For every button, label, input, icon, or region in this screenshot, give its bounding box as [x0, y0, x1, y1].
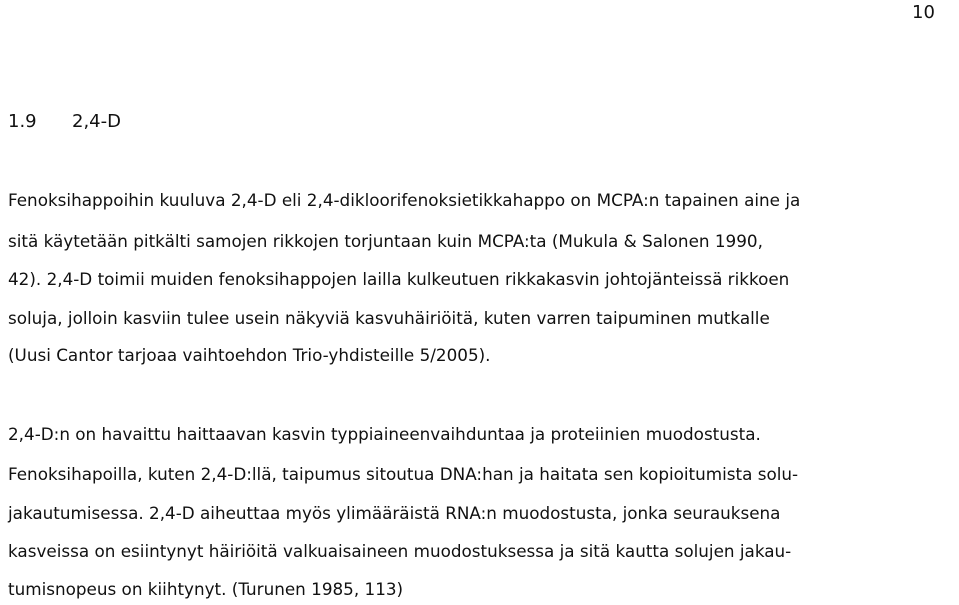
paragraph-line: sitä käytetään pitkälti samojen rikkojen torjuntaan kuin MCPA:ta (Mukula & Salonen 1990, — [8, 231, 763, 251]
section-title: 2,4-D — [72, 111, 121, 132]
paragraph-line: Fenoksihappoihin kuuluva 2,4-D eli 2,4-dikloorifenoksietikkahappo on MCPA:n tapainen aine ja — [8, 190, 801, 210]
section-heading — [8, 109, 121, 135]
paragraph-line: tumisnopeus on kiihtynyt. (Turunen 1985, 113) — [8, 579, 404, 599]
paragraph-line: jakautumisessa. 2,4-D aiheuttaa myös ylimääräistä RNA:n muodostusta, jonka seurauksena — [8, 503, 781, 523]
paragraph-line: (Uusi Cantor tarjoaa vaihtoehdon Trio-yhdisteille 5/2005). — [8, 345, 491, 365]
paragraph-line: soluja, jolloin kasviin tulee usein näkyviä kasvuhäiriöitä, kuten varren taipuminen mutkalle — [8, 308, 770, 328]
paragraph-line: Fenoksihapoilla, kuten 2,4-D:llä, taipumus sitoutua DNA:han ja haitata sen kopioitumista solu- — [8, 464, 799, 484]
page-number: 10 — [912, 2, 935, 23]
paragraph-line: 2,4-D:n on havaittu haittaavan kasvin typpiaineenvaihduntaa ja proteiinien muodostusta. — [8, 424, 761, 444]
paragraph-line: kasveissa on esiintynyt häiriöitä valkuaisaineen muodostuksessa ja sitä kautta solujen jakau- — [8, 541, 792, 561]
paragraph-line: 42). 2,4-D toimii muiden fenoksihappojen lailla kulkeutuen rikkakasvin johtojänteissä rikkoen — [8, 269, 790, 289]
section-number: 1.9 — [8, 111, 37, 132]
